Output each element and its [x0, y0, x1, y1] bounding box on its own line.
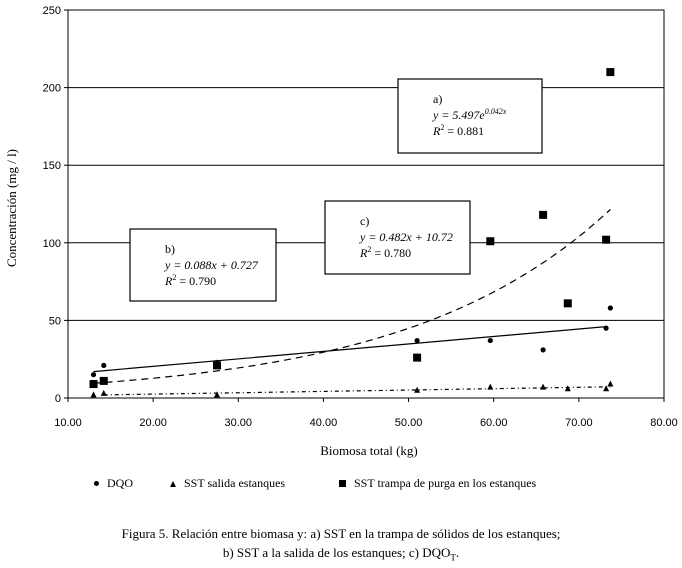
data-point-dqo — [414, 338, 419, 343]
data-point-sst-salida — [487, 384, 493, 390]
annotation-label: c) — [360, 214, 370, 228]
data-point-sst-salida — [540, 384, 546, 390]
r2-value: = 0.790 — [176, 274, 217, 288]
series-circle — [91, 305, 613, 377]
ytick-label: 150 — [42, 160, 61, 173]
ytick-label: 50 — [48, 315, 61, 328]
legend-label-sst-trampa: SST trampa de purga en los estanques — [354, 476, 537, 490]
r2-symbol: R — [433, 124, 441, 138]
annotation-label: a) — [433, 92, 443, 106]
annotation-label: b) — [165, 242, 175, 256]
caption-line-2-main: b) SST a la salida de los estanques; c) DQO — [222, 545, 451, 560]
legend — [0, 476, 682, 496]
y-axis-title: Concentración (mg / l) — [4, 148, 19, 268]
data-point-dqo — [91, 372, 96, 377]
data-point-dqo — [604, 326, 609, 331]
triangle-marker-icon — [170, 481, 176, 487]
data-point-dqo — [488, 338, 493, 343]
data-point-sst-salida — [101, 390, 107, 396]
ytick-label: 250 — [42, 5, 61, 17]
data-point-sst-trampa — [606, 68, 614, 76]
annotation-equation: y = 0.088x + 0.727 — [165, 258, 258, 272]
xtick-label: 70.00 — [565, 417, 593, 429]
ytick-label: 100 — [42, 237, 61, 250]
data-point-sst-trampa — [213, 361, 221, 369]
annotation-r2 — [432, 123, 484, 138]
figure-caption — [0, 524, 682, 568]
data-point-dqo — [608, 305, 613, 310]
r2-exponent: 2 — [172, 273, 177, 282]
circle-marker-icon — [94, 481, 99, 486]
annotation-r2 — [164, 273, 216, 288]
trendline-linear-solid — [94, 327, 607, 372]
xtick-label: 20.00 — [139, 417, 167, 429]
data-point-sst-salida — [214, 391, 220, 397]
equation-exponent: 0.042x — [484, 107, 507, 116]
equation-base: y = 5.497e — [433, 108, 485, 122]
r2-exponent: 2 — [440, 123, 445, 132]
caption-line-2-end: . — [455, 545, 460, 560]
xtick-label: 60.00 — [479, 417, 508, 429]
x-axis-title: Biomosa total (kg) — [320, 443, 418, 458]
r2-symbol: R — [165, 274, 173, 288]
caption-line-2-sub: T — [450, 552, 456, 563]
annotation-equation: y = 0.482x + 10.72 — [360, 230, 453, 244]
data-point-dqo — [540, 347, 545, 352]
annotations — [130, 79, 542, 301]
ytick-label: 200 — [42, 82, 61, 95]
data-point-dqo — [101, 363, 106, 368]
xtick-label: 40.00 — [309, 417, 338, 429]
annotation-r2 — [359, 245, 411, 260]
xtick-label: 10.00 — [54, 417, 82, 429]
data-point-sst-salida — [607, 381, 613, 387]
legend-item-sst-salida — [170, 476, 285, 491]
data-point-sst-trampa — [602, 236, 610, 244]
data-point-sst-trampa — [486, 237, 494, 245]
data-point-sst-trampa — [100, 377, 108, 385]
xtick-label: 50.00 — [394, 417, 423, 429]
legend-item-sst-trampa — [339, 476, 536, 491]
annotation-box-c — [325, 201, 470, 274]
legend-label-sst-salida: SST salida estanques — [184, 476, 286, 490]
data-point-sst-trampa — [90, 380, 98, 388]
series-triangle — [91, 381, 614, 398]
legend-label-dqo: DQO — [107, 476, 133, 490]
annotation-box-a — [398, 79, 542, 153]
xtick-label: 80.00 — [650, 417, 678, 429]
trendline-linear-dashdot — [104, 387, 611, 395]
square-marker-icon — [339, 480, 346, 487]
r2-symbol: R — [360, 246, 368, 260]
r2-exponent: 2 — [367, 245, 372, 254]
data-point-sst-trampa — [564, 299, 572, 307]
annotation-box-b — [130, 229, 276, 301]
data-point-sst-salida — [565, 385, 571, 391]
caption-line-1: Figura 5. Relación entre biomasa y: a) SST en la trampa de sólidos de los estanques; — [121, 526, 561, 541]
data-point-sst-salida — [91, 391, 97, 397]
ytick-label: 0 — [54, 393, 61, 405]
data-point-sst-trampa — [413, 354, 421, 362]
r2-value: = 0.881 — [444, 124, 485, 138]
xtick-label: 30.00 — [224, 417, 253, 429]
r2-value: = 0.780 — [371, 246, 412, 260]
data-point-sst-trampa — [539, 211, 547, 219]
legend-item-dqo — [94, 476, 133, 491]
caption-line-2 — [0, 543, 682, 568]
